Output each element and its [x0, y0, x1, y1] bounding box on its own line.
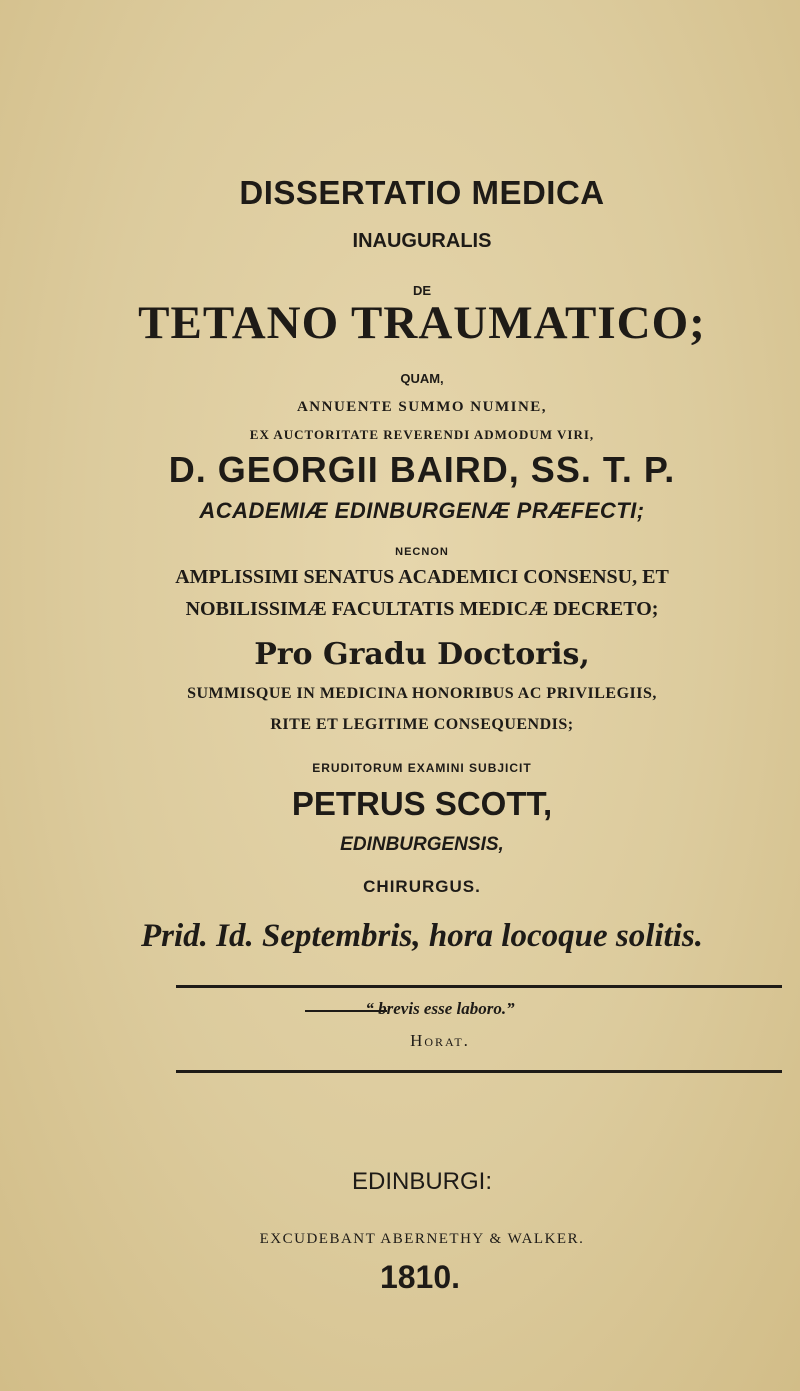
senatus-line: AMPLISSIMI SENATUS ACADEMICI CONSENSU, ET	[175, 566, 669, 588]
gradu-doctoris-blackletter: Pro Gradu Doctoris,	[254, 637, 590, 672]
inauguralis-line: INAUGURALIS	[352, 230, 492, 252]
consequendis-line: RITE ET LEGITIME CONSEQUENDIS;	[270, 716, 574, 733]
date-line: Prid. Id. Septembris, hora locoque solitis.	[141, 918, 703, 954]
academiae-line: ACADEMIÆ EDINBURGENÆ PRÆFECTI;	[199, 498, 645, 523]
top-rule-divider	[176, 985, 782, 988]
bottom-rule-divider	[176, 1070, 782, 1073]
honoribus-line: SUMMISQUE IN MEDICINA HONORIBUS AC PRIVILEGIIS,	[187, 685, 657, 702]
imprint-place: EDINBURGI:	[351, 1168, 492, 1195]
quam-line: QUAM,	[400, 371, 444, 386]
auctoritate-line: EX AUCTORITATE REVERENDI ADMODUM VIRI,	[249, 427, 595, 442]
motto-source: Horat.	[410, 1031, 470, 1050]
motto-quote: “ brevis esse laboro.”	[365, 999, 515, 1018]
facultatis-line: NOBILISSIMÆ FACULTATIS MEDICÆ DECRETO;	[185, 598, 659, 620]
author-profession: CHIRURGUS.	[363, 877, 481, 896]
subject-title: TETANO TRAUMATICO;	[138, 297, 706, 349]
necnon-line: NECNON	[395, 546, 449, 558]
principal-name: D. GEORGII BAIRD, SS. T. P.	[168, 449, 676, 490]
author-name: PETRUS SCOTT,	[291, 785, 553, 822]
imprint-printer: EXCUDEBANT ABERNETHY & WALKER.	[259, 1231, 585, 1247]
subjicit-line: ERUDITORUM EXAMINI SUBJICIT	[312, 761, 532, 775]
de-line: DE	[412, 283, 432, 298]
author-origin: EDINBURGENSIS,	[340, 834, 504, 855]
dissertation-title: DISSERTATIO MEDICA	[239, 174, 605, 211]
imprint-year: 1810.	[379, 1259, 461, 1295]
annuente-line: ANNUENTE SUMMO NUMINE,	[296, 399, 548, 415]
